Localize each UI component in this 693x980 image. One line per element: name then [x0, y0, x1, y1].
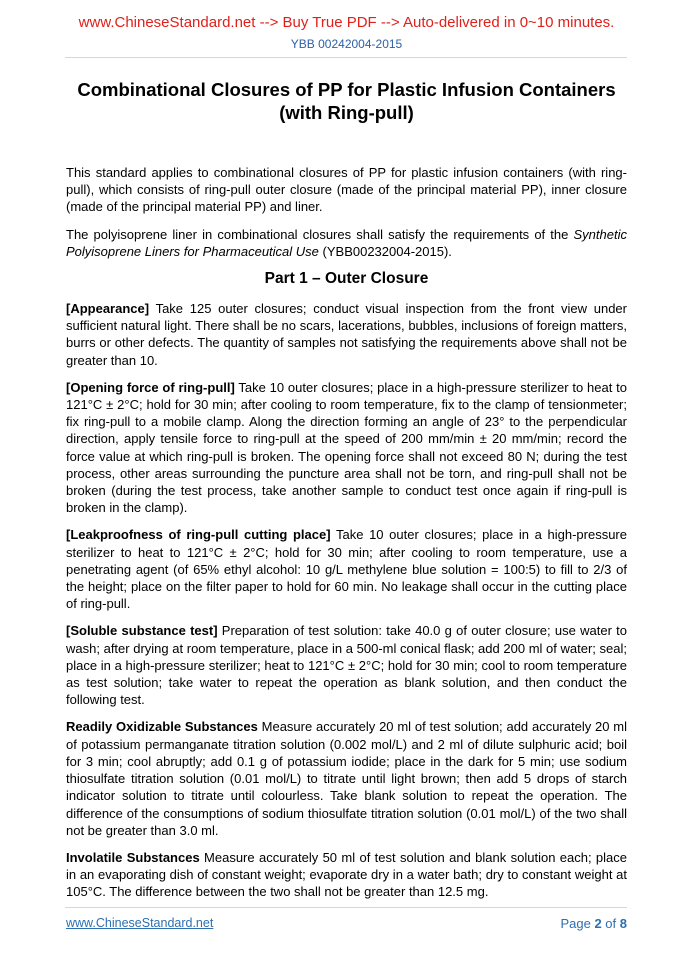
- section-label: Involatile Substances: [66, 849, 200, 865]
- section-label: [Soluble substance test]: [66, 623, 218, 639]
- footer-divider: [65, 907, 627, 908]
- section-readily-oxidizable: [66, 718, 627, 838]
- section-text: Measure accurately 20 ml of test solution; add accurately 20 ml of potassium permanganate titration solution (0.002 mol/L) and 2 ml of dilute sulphuric acid; boil for 3 min; cool abruptly; add 0.1 g of potassium iodide; place in the dark for 5 min; use sodium thiosulfate titration solution (0.01 mol/L) to titrate until light brown; then add 5 drops of starch indicator solution to titrate until colourless. Take blank solution to repeat the operation. The difference of the consumptions of sodium thiosulfate titration solution (0.01 mol/L) of the two shall not be greater than 3.0 ml.: [66, 719, 627, 838]
- document-body: [66, 78, 627, 911]
- page-number: [560, 916, 627, 931]
- liner-text: The polyisoprene liner in combinational closures shall satisfy the requirements of the: [66, 226, 574, 242]
- section-text: Measure accurately 50 ml of test solution and blank solution each; place in an evaporating dish of constant weight; evaporate dry in a water bath; dry to constant weight at 105°C. The difference between the two shall not be greater than 12.5 mg.: [66, 849, 628, 900]
- part-heading: Part 1 – Outer Closure: [264, 270, 429, 288]
- header-divider: [65, 57, 627, 58]
- section-leakproofness: [66, 526, 627, 612]
- section-label: [Opening force of ring-pull]: [66, 379, 235, 395]
- page-prefix: Page: [560, 916, 595, 931]
- footer-website-link[interactable]: www.ChineseStandard.net: [66, 916, 214, 930]
- section-involatile: [66, 849, 627, 901]
- section-text: Take 125 outer closures; conduct visual inspection from the front view under sufficient natural light. There shall be no scars, lacerations, bubbles, inclusions of foreign matters, burrs or other defects. The quantity of samples not satisfying the requirements above shall not be greater than 10.: [66, 301, 627, 368]
- section-text: Preparation of test solution: take 40.0 g of outer closure; use water to wash; after drying at room temperature, place in a 500-ml conical flask; add 200 ml of water; seal; place in a high-pressure sterilizer; heat to 121°C ± 2°C; hold for 30 min; cool to room temperature as test solution; take water to repeat the operation as blank solution, and then conduct the following test.: [66, 623, 627, 708]
- standard-code: YBB 00242004-2015: [290, 37, 403, 51]
- liner-code: (YBB00232004-2015).: [318, 243, 452, 259]
- section-label: [Leakproofness of ring-pull cutting place]: [66, 527, 331, 543]
- current-page: 2: [594, 916, 602, 931]
- section-text: Take 10 outer closures; place in a high-pressure sterilizer to heat to 121°C ± 2°C; hold for 30 min; after cooling to room temperature, use a penetrating agent (of 65% ethyl alcohol: 10 g/L methylene blue solution = 100:5) to fill to 2/3 of the height; place on the filter paper to hold for 60 min. No leakage shall occur in the cutting place of ring-pull.: [66, 527, 627, 612]
- section-opening-force: [66, 379, 627, 517]
- total-pages: 8: [619, 916, 627, 931]
- promo-banner-link[interactable]: www.ChineseStandard.net --> Buy True PDF --> Auto-delivered in 0~10 minutes.: [78, 14, 615, 31]
- section-text: Take 10 outer closures; place in a high-pressure sterilizer to heat to 121°C ± 2°C; hold for 30 min; after cooling to room temperature, fix to the clamp of tensionmeter; fix ring-pull to a mobile clamp. Along the direction forming an angle of 23° to the perpendicular direction, apply tensile force to ring-pull at the speed of 200 mm/min ± 20 mm/min; record the force value at which ring-pull is broken. The opening force shall not exceed 80 N; during the test process, other areas surrounding the puncture area shall not be torn, and ring-pull shall not be broken (during the test process, take another sample to conduct test once again if ring-pull is broken in the clamp).: [66, 379, 627, 516]
- liner-reference: Synthetic Polyisoprene Liners for Pharmaceutical Use: [66, 226, 627, 259]
- document-title: Combinational Closures of PP for Plastic Infusion Containers (with Ring-pull): [77, 79, 616, 123]
- page-of: of: [601, 916, 620, 931]
- liner-paragraph: [66, 226, 627, 260]
- section-label: [Appearance]: [66, 301, 150, 317]
- intro-paragraph: This standard applies to combinational closures of PP for plastic infusion containers (with ring-pull), which consists of ring-pull outer closure (made of the principal material PP), inner closure (made of the principal material PP) and liner.: [66, 165, 627, 215]
- section-soluble-substance: [66, 622, 627, 708]
- section-appearance: [66, 300, 627, 369]
- section-label: Readily Oxidizable Substances: [66, 719, 258, 735]
